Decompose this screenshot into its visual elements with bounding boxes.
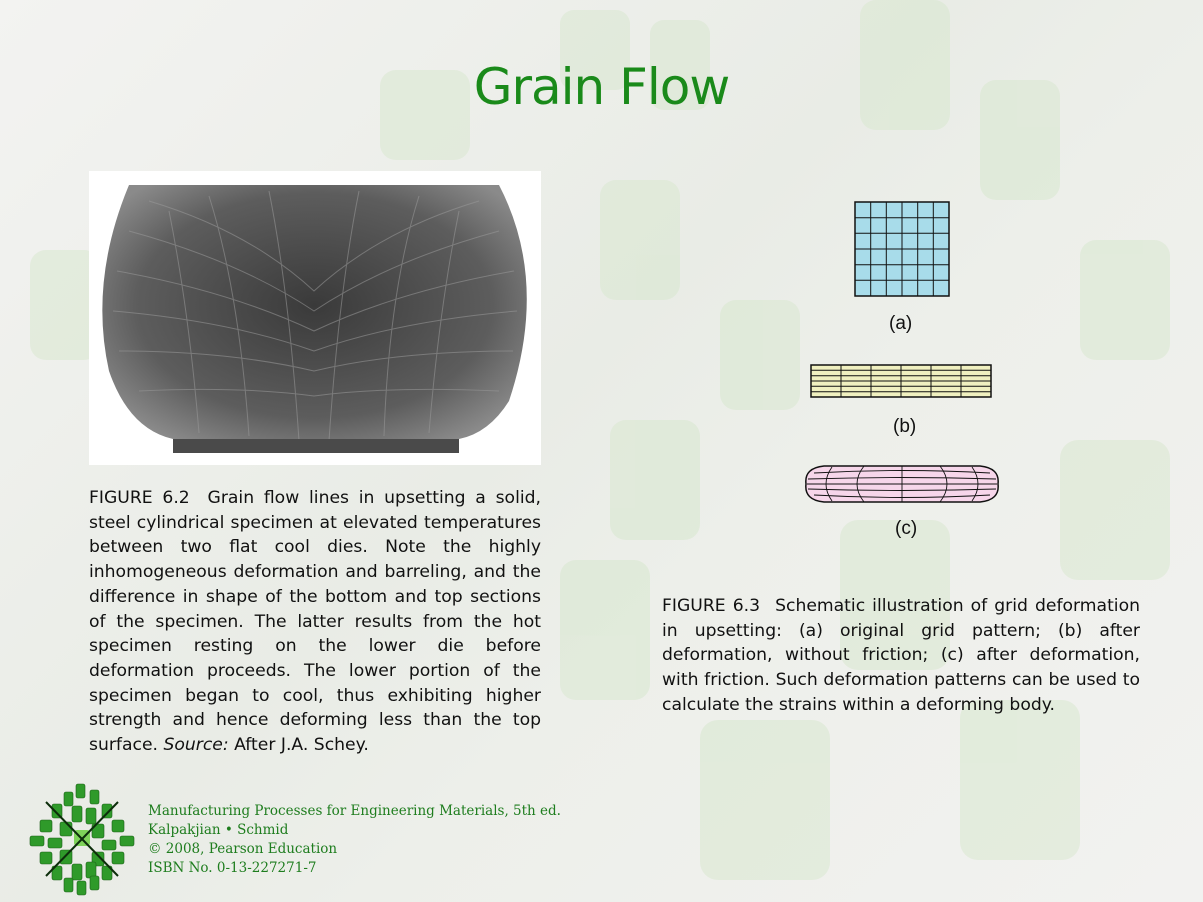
figure-6-3-caption [662,594,1140,718]
figure-6-2-label: FIGURE 6.2 [89,488,190,508]
publisher-logo [26,782,138,896]
figure-6-3-sub-b: (b) [893,416,917,437]
grain-flow-photo [89,171,541,465]
figure-6-2-source-label: Source: [163,735,229,756]
footer-credits [148,802,561,878]
grid-deformed-with-friction [804,464,1000,504]
figure-6-3-sub-c: (c) [895,518,918,539]
figure-6-3-text: Schematic illustration of grid deformation in upsetting: (a) original grid pattern; (b) after deformation, without friction; (c) after deformation, with friction. Such deformation patterns can be used to calculate the strains within a deforming body. [662,596,1140,715]
grid-original [853,200,951,298]
footer-isbn: ISBN No. 0-13-227271-7 [148,860,317,876]
figure-6-2-caption [89,486,541,758]
footer-book-title: Manufacturing Processes for Engineering Materials, 5th ed. [148,803,561,819]
footer-copyright: © 2008, Pearson Education [148,841,338,857]
footer-authors: Kalpakjian • Schmid [148,822,289,838]
slide-title: Grain Flow [473,58,730,116]
figure-6-3-label: FIGURE 6.3 [662,596,761,616]
grid-deformed-no-friction [810,364,994,400]
figure-6-2-source-text: After J.A. Schey. [234,735,369,756]
figure-6-2-text: Grain flow lines in upsetting a solid, steel cylindrical specimen at elevated temperatures between two flat cool dies. Note the highly inhomogeneous deformation and barreling, and the difference in shape of the bottom and top sections of the specimen. The latter results from the hot specimen resting on the lower die before deformation proceeds. The lower portion of the specimen began to cool, thus exhibiting higher strength and hence deforming less than the top surface. [89,488,541,756]
figure-6-3-sub-a: (a) [889,313,913,334]
